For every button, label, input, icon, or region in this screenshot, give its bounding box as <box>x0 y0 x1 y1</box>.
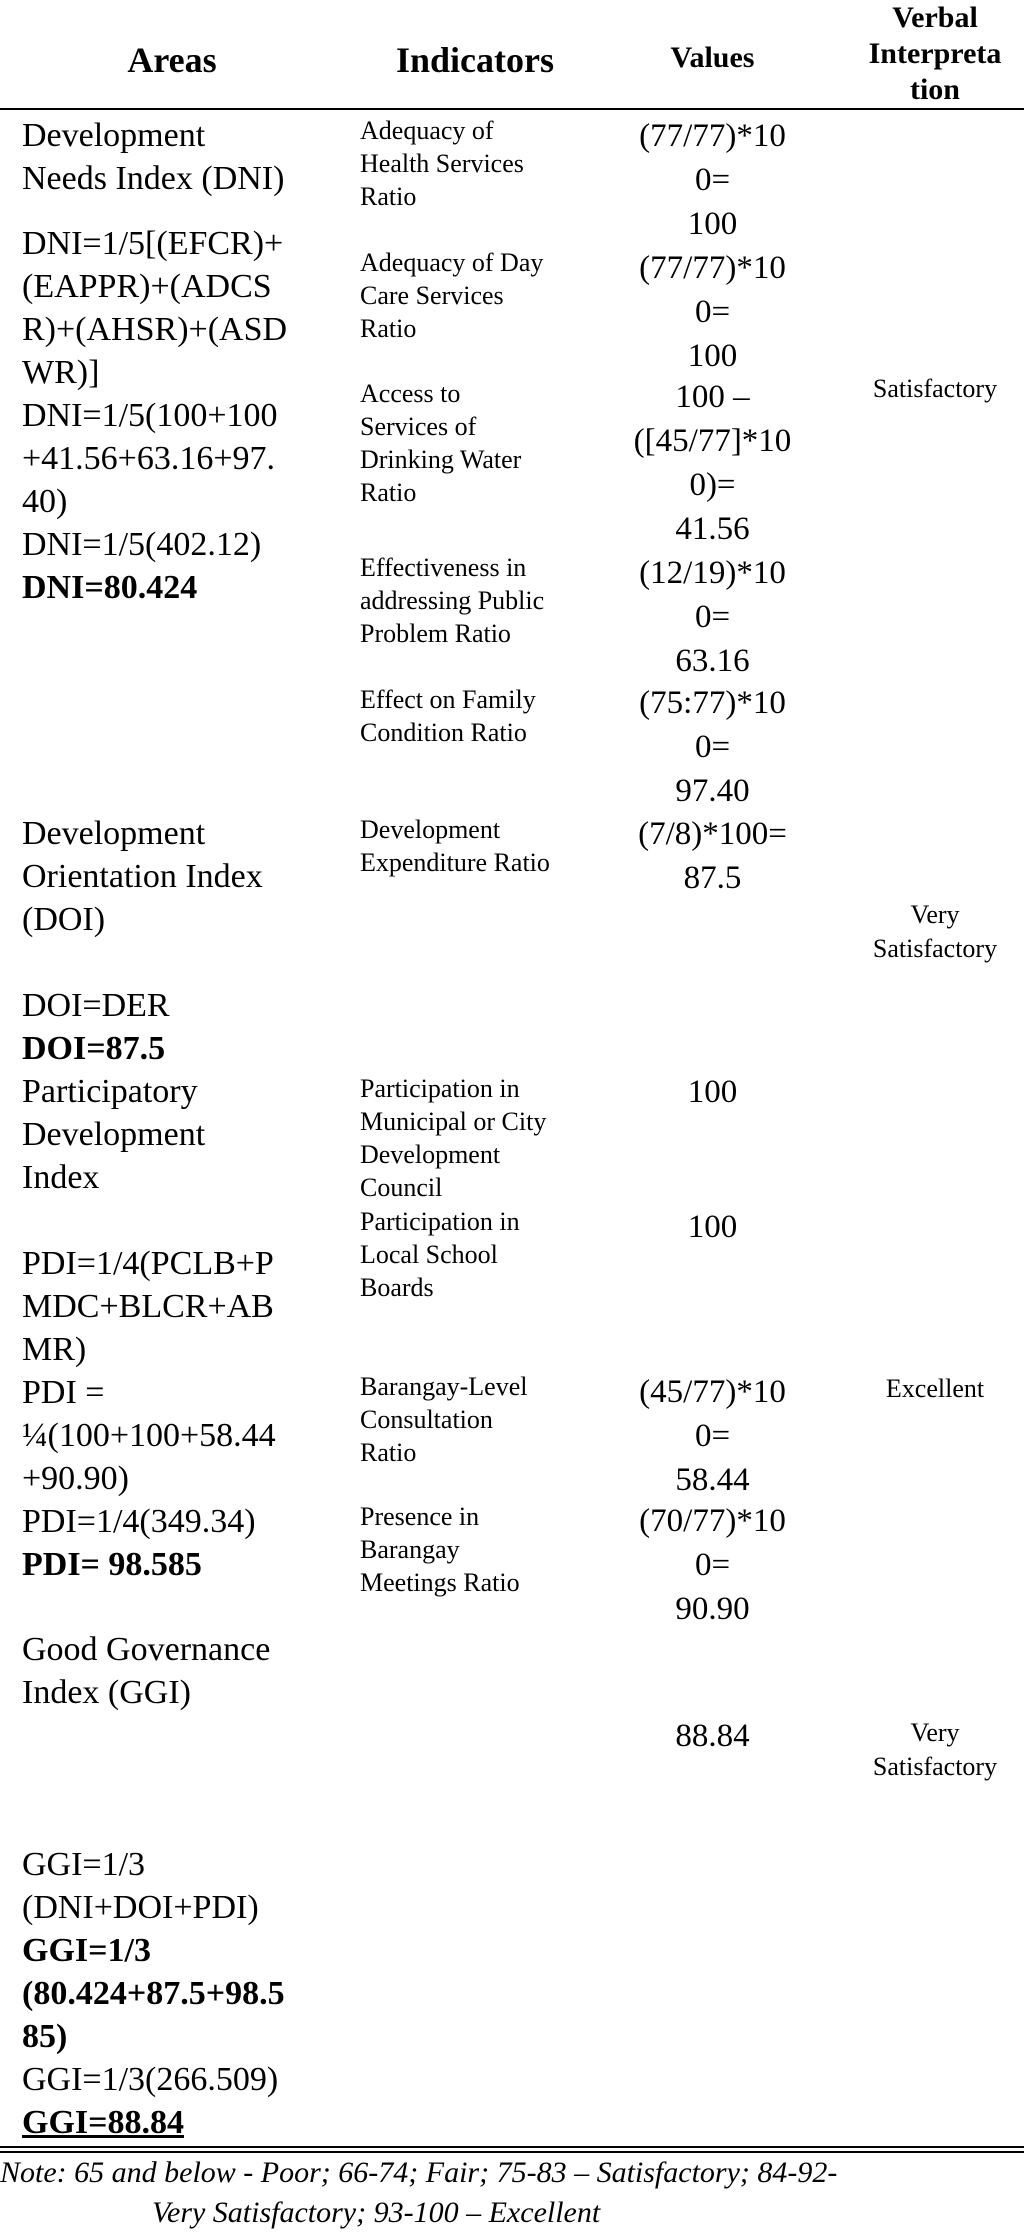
dni-result: DNI=80.424 <box>22 569 198 606</box>
dni-verbal-interpretation: Satisfactory <box>872 374 998 403</box>
indicator-municipal-council: Participation in Municipal or City Development Council <box>360 1074 547 1202</box>
value-development-expenditure: (7/8)*100= 87.5 <box>638 816 787 896</box>
indicator-barangay-meetings: Presence in Barangay Meetings Ratio <box>360 1502 520 1597</box>
value-day-care: (77/77)*10 0= 100 <box>639 250 786 374</box>
indicator-school-boards: Participation in Local School Boards <box>360 1207 520 1302</box>
bottom-rule-upper <box>0 2146 1024 2148</box>
pdi-area-cell: Participatory Development Index PDI=1/4(PCLB+P MDC+BLCR+AB MR) PDI = ¼(100+100+58.44 +90.90) PDI=1/4(349.34) PDI= 98.585 <box>22 1070 352 1586</box>
ggi-verbal-interpretation: Very Satisfactory <box>872 1718 998 1781</box>
ggi-result: GGI=88.84 <box>22 2104 184 2141</box>
value-ggi: 88.84 <box>675 1718 750 1754</box>
value-municipal-council: 100 <box>687 1074 738 1110</box>
pdi-result: PDI= 98.585 <box>22 1546 202 1583</box>
header-indicators: Indicators <box>395 40 554 80</box>
value-school-boards: 100 <box>687 1209 738 1245</box>
indicator-health-services: Adequacy of Health Services Ratio <box>360 116 524 211</box>
header-areas: Areas <box>127 40 217 80</box>
pdi-verbal-interpretation: Excellent <box>885 1374 985 1403</box>
indicator-barangay-consultation: Barangay-Level Consultation Ratio <box>360 1372 528 1467</box>
ggi-area-cell: Good Governance Index (GGI) <box>22 1631 271 1711</box>
indicator-day-care: Adequacy of Day Care Services Ratio <box>360 248 544 343</box>
value-family-condition: (75:77)*10 0= 97.40 <box>639 685 786 809</box>
doi-verbal-interpretation: Very Satisfactory <box>872 900 998 963</box>
dni-area-cell: Development Needs Index (DNI) DNI=1/5[(EFCR)+ (EAPPR)+(ADCS R)+(AHSR)+(ASD WR)] DNI=1/5(100+100 +41.56+63.16+97. 40) DNI=1/5(402.12) DNI=80.424 <box>22 114 352 609</box>
doi-result: DOI=87.5 <box>22 1030 166 1067</box>
header-rule <box>0 108 1024 110</box>
ggi-formula-cell: GGI=1/3 (DNI+DOI+PDI) GGI=1/3 (80.424+87.5+98.5 85) GGI=1/3(266.509) GGI=88.84 <box>22 1843 352 2144</box>
value-drinking-water: 100 – ([45/77]*10 0)= 41.56 <box>633 379 792 547</box>
indicator-public-problem: Effectiveness in addressing Public Problem Ratio <box>360 553 545 648</box>
indicator-drinking-water: Access to Services of Drinking Water Ratio <box>360 379 522 507</box>
value-public-problem: (12/19)*10 0= 63.16 <box>639 555 786 679</box>
value-barangay-consultation: (45/77)*10 0= 58.44 <box>639 1374 786 1498</box>
indicator-development-expenditure: Development Expenditure Ratio <box>360 815 550 877</box>
value-health-services: (77/77)*10 0= 100 <box>639 118 786 242</box>
doi-area-cell: Development Orientation Index (DOI) DOI=DER DOI=87.5 <box>22 812 352 1070</box>
header-verbal-interpretation: Verbal Interpreta tion <box>868 1 1002 106</box>
table-note: Note: 65 and below - Poor; 66-74; Fair; 75-83 – Satisfactory; 84-92- Very Satisfactory; 93-100 – Excellent <box>0 2156 838 2229</box>
indicator-family-condition: Effect on Family Condition Ratio <box>360 685 536 747</box>
value-barangay-meetings: (70/77)*10 0= 90.90 <box>639 1503 786 1627</box>
header-values: Values <box>670 41 755 74</box>
